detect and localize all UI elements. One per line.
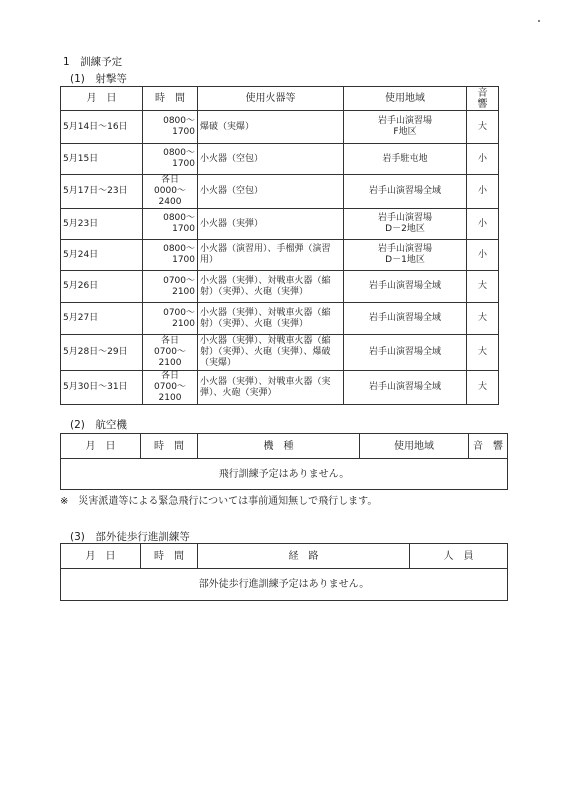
cell-area: 岩手山演習場 D－2地区 [344, 209, 467, 240]
section-title: 1 訓練予定 [63, 56, 123, 68]
table-row [61, 335, 499, 371]
cell-weapons: 爆破（実爆） [198, 111, 344, 144]
shooting-title: (1) 射撃等 [70, 73, 127, 85]
march-header-row [61, 544, 508, 569]
cell-area: 岩手駐屯地 [344, 144, 467, 175]
cell-area: 岩手山演習場 D－1地区 [344, 240, 467, 271]
table-row [61, 209, 499, 240]
cell-area: 岩手山演習場 F地区 [344, 111, 467, 144]
cell-sound: 大 [467, 111, 499, 144]
aircraft-note: ※ 災害派遣等による緊急飛行については事前通知無しで飛行します。 [60, 496, 378, 507]
aircraft-empty-message: 飛行訓練予定はありません。 [61, 459, 508, 490]
cell-date: 5月14日～16日 [61, 111, 143, 144]
cell-weapons: 小火器（実弾）、対戦車火器（実弾）、火砲（実弾） [198, 371, 344, 405]
cell-area: 岩手山演習場全域 [344, 371, 467, 405]
scan-speck [538, 20, 540, 22]
cell-time: 0700～2100 [143, 303, 198, 335]
cell-weapons: 小火器（実弾） [198, 209, 344, 240]
cell-time: 0800～1700 [143, 209, 198, 240]
header-time: 時 間 [141, 434, 198, 459]
table-row [61, 271, 499, 303]
march-empty-message: 部外徒歩行進訓練予定はありません。 [61, 569, 508, 601]
cell-weapons: 小火器（実弾）、対戦車火器（縮射）（実弾）、火砲（実弾） [198, 303, 344, 335]
cell-area: 岩手山演習場全域 [344, 335, 467, 371]
cell-area: 岩手山演習場全域 [344, 271, 467, 303]
table-row [61, 175, 499, 209]
cell-weapons: 小火器（実弾）、対戦車火器（縮射）（実弾）、火砲（実弾）、爆破（実爆） [198, 335, 344, 371]
aircraft-table [60, 433, 508, 490]
header-time: 時 間 [141, 544, 198, 569]
header-time: 時 間 [143, 87, 198, 111]
cell-time: 各日 0700～2100 [143, 335, 198, 371]
cell-date: 5月24日 [61, 240, 143, 271]
cell-time: 0800～1700 [143, 240, 198, 271]
cell-time: 0800～1700 [143, 144, 198, 175]
cell-date: 5月17日～23日 [61, 175, 143, 209]
header-area: 使用地域 [360, 434, 469, 459]
shooting-table [60, 86, 499, 405]
aircraft-title: (2) 航空機 [70, 419, 127, 431]
header-sound: 音 響 [467, 87, 499, 111]
cell-weapons: 小火器（演習用）、手榴弾（演習用） [198, 240, 344, 271]
cell-date: 5月23日 [61, 209, 143, 240]
header-area: 使用地域 [344, 87, 467, 111]
shooting-header-row [61, 87, 499, 111]
header-route: 経 路 [198, 544, 410, 569]
march-table [60, 543, 508, 601]
table-row [61, 111, 499, 144]
header-sound: 音 響 [469, 434, 508, 459]
cell-sound: 大 [467, 303, 499, 335]
march-title: (3) 部外徒歩行進訓練等 [70, 531, 190, 543]
aircraft-header-row [61, 434, 508, 459]
cell-weapons: 小火器（実弾）、対戦車火器（縮射）（実弾）、火砲（実弾） [198, 271, 344, 303]
cell-time: 0700～2100 [143, 271, 198, 303]
cell-sound: 大 [467, 335, 499, 371]
cell-weapons: 小火器（空包） [198, 175, 344, 209]
header-weapons: 使用火器等 [198, 87, 344, 111]
cell-sound: 小 [467, 175, 499, 209]
cell-sound: 大 [467, 271, 499, 303]
cell-date: 5月28日～29日 [61, 335, 143, 371]
cell-area: 岩手山演習場全域 [344, 303, 467, 335]
cell-date: 5月30日～31日 [61, 371, 143, 405]
cell-time: 各日 0700～2100 [143, 371, 198, 405]
cell-time: 0800～1700 [143, 111, 198, 144]
table-row [61, 303, 499, 335]
header-date: 月 日 [61, 87, 143, 111]
cell-date: 5月27日 [61, 303, 143, 335]
cell-sound: 小 [467, 144, 499, 175]
header-date: 月 日 [61, 544, 141, 569]
cell-area: 岩手山演習場全域 [344, 175, 467, 209]
cell-sound: 大 [467, 371, 499, 405]
table-row [61, 144, 499, 175]
cell-time: 各日 0000～2400 [143, 175, 198, 209]
header-date: 月 日 [61, 434, 141, 459]
cell-weapons: 小火器（空包） [198, 144, 344, 175]
table-row [61, 569, 508, 601]
header-personnel: 人 員 [410, 544, 508, 569]
table-row [61, 240, 499, 271]
header-aircraft-type: 機 種 [198, 434, 360, 459]
cell-sound: 小 [467, 240, 499, 271]
table-row [61, 459, 508, 490]
cell-date: 5月15日 [61, 144, 143, 175]
table-row [61, 371, 499, 405]
cell-sound: 小 [467, 209, 499, 240]
cell-date: 5月26日 [61, 271, 143, 303]
